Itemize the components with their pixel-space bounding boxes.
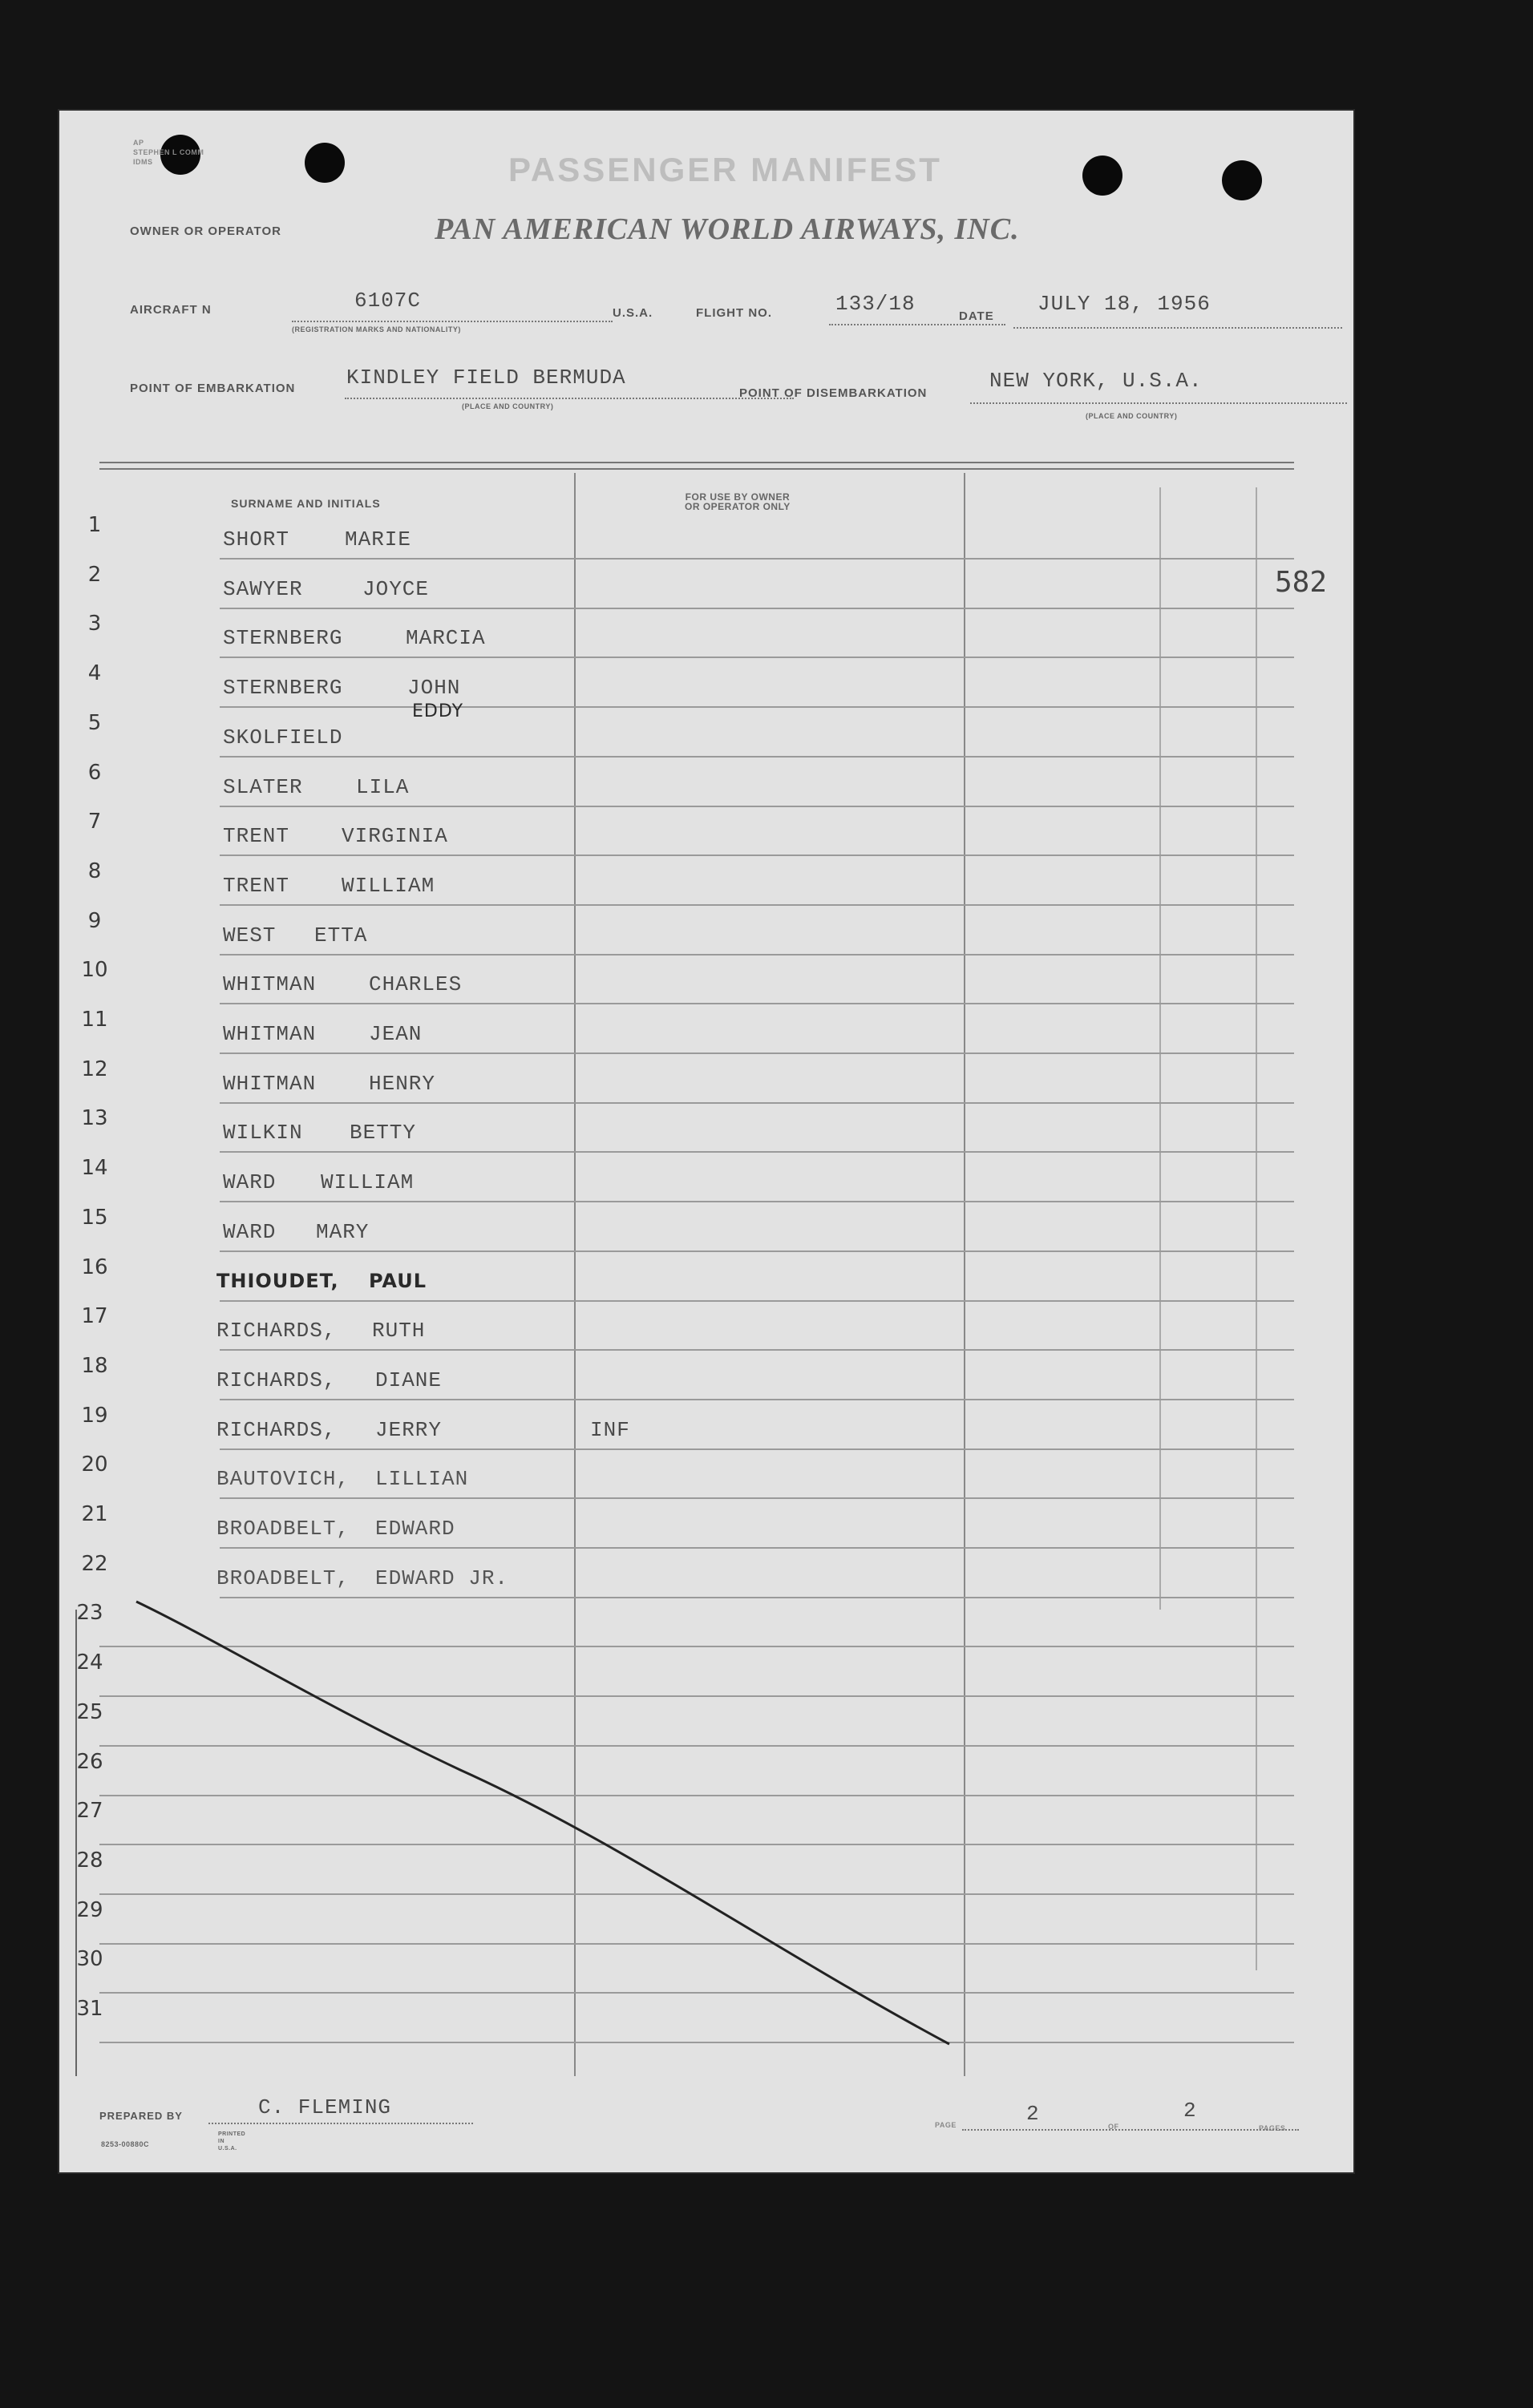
passenger-surname: SLATER bbox=[223, 775, 303, 799]
passenger-surname: BROADBELT, bbox=[216, 1517, 350, 1541]
page-underline bbox=[962, 2129, 1299, 2131]
passenger-surname: BROADBELT, bbox=[216, 1566, 350, 1590]
passenger-remark: INF bbox=[590, 1418, 630, 1442]
passenger-given-name: WILLIAM bbox=[342, 874, 435, 898]
passenger-surname: STERNBERG bbox=[223, 676, 343, 700]
pages-label: PAGES bbox=[1259, 2124, 1286, 2132]
airline-name: PAN AMERICAN WORLD AIRWAYS, INC. bbox=[435, 212, 1020, 246]
passenger-surname: BAUTOVICH, bbox=[216, 1467, 350, 1491]
sheet-number: 582 bbox=[1275, 566, 1328, 599]
passenger-surname: WEST bbox=[223, 923, 277, 947]
row-number: 2 bbox=[87, 563, 102, 587]
passenger-surname: SKOLFIELD bbox=[223, 725, 343, 749]
row-number: 14 bbox=[81, 1156, 108, 1180]
passenger-given-name: EDWARD bbox=[375, 1517, 455, 1541]
owner-label: OWNER OR OPERATOR bbox=[130, 224, 281, 238]
page-label: PAGE bbox=[935, 2121, 957, 2129]
cancellation-line bbox=[59, 111, 1353, 2172]
passenger-surname: WHITMAN bbox=[223, 1072, 317, 1096]
disembarkation-value: NEW YORK, U.S.A. bbox=[989, 369, 1203, 393]
of-label: OF bbox=[1108, 2123, 1119, 2131]
passenger-given-name: MARY bbox=[316, 1220, 370, 1244]
column-header-owner-line: FOR USE BY OWNER bbox=[685, 491, 791, 503]
passenger-surname: TRENT bbox=[223, 874, 290, 898]
row-number: 15 bbox=[81, 1206, 108, 1230]
passenger-surname: WARD bbox=[223, 1170, 277, 1194]
row-number: 10 bbox=[81, 958, 108, 982]
passenger-given-name: RUTH bbox=[372, 1319, 426, 1343]
passenger-surname: STERNBERG bbox=[223, 626, 343, 650]
usa-label: U.S.A. bbox=[613, 306, 653, 320]
passenger-given-name: VIRGINIA bbox=[342, 824, 448, 848]
embarkation-caption: (PLACE AND COUNTRY) bbox=[462, 402, 554, 410]
passenger-surname: THIOUDET, bbox=[216, 1270, 339, 1292]
row-number: 24 bbox=[76, 1650, 103, 1675]
passenger-surname: WHITMAN bbox=[223, 972, 317, 996]
row-number: 19 bbox=[81, 1404, 108, 1428]
form-code-line: STEPHEN L COMM bbox=[133, 148, 204, 156]
row-number: 30 bbox=[76, 1947, 103, 1971]
row-number: 22 bbox=[81, 1552, 108, 1576]
aircraft-label: AIRCRAFT N bbox=[130, 303, 212, 317]
form-code-line: IDMS bbox=[133, 158, 153, 166]
row-number: 8 bbox=[87, 859, 102, 883]
row-number: 21 bbox=[81, 1502, 108, 1526]
row-number: 16 bbox=[81, 1255, 108, 1279]
passenger-surname: SHORT bbox=[223, 527, 290, 551]
cancellation-stroke bbox=[136, 1602, 949, 2044]
row-number: 7 bbox=[87, 810, 102, 834]
passenger-given-name: JEAN bbox=[369, 1022, 423, 1046]
row-number: 1 bbox=[87, 513, 102, 537]
column-header-owner-line: OR OPERATOR ONLY bbox=[685, 501, 791, 512]
footer-code: 8253-00880C bbox=[101, 2140, 150, 2148]
page-total: 2 bbox=[1183, 2099, 1197, 2123]
passenger-surname: TRENT bbox=[223, 824, 290, 848]
row-number: 4 bbox=[87, 661, 102, 685]
disembarkation-label: POINT OF DISEMBARKATION bbox=[739, 386, 928, 400]
passenger-given-name: MARIE bbox=[345, 527, 412, 551]
prepared-by: C. FLEMING bbox=[258, 2095, 392, 2119]
passenger-surname: RICHARDS, bbox=[216, 1418, 337, 1442]
form-code-line: AP bbox=[133, 139, 144, 147]
passenger-given-name: EDWARD JR. bbox=[375, 1566, 509, 1590]
flight-value: 133/18 bbox=[835, 292, 916, 316]
passenger-given-name: JOYCE bbox=[362, 577, 430, 601]
passenger-given-name: MARCIA bbox=[406, 626, 486, 650]
row-number: 31 bbox=[76, 1997, 103, 2021]
printed-note: PRINTED IN U.S.A. bbox=[218, 2131, 246, 2151]
row-number: 18 bbox=[81, 1354, 108, 1378]
passenger-given-name: LILA bbox=[356, 775, 410, 799]
passenger-surname: WHITMAN bbox=[223, 1022, 317, 1046]
passenger-given-name: BETTY bbox=[350, 1121, 417, 1145]
passenger-given-name: EDDY bbox=[412, 701, 464, 721]
date-label: DATE bbox=[959, 309, 994, 323]
aircraft-value: 6107C bbox=[354, 289, 422, 313]
passenger-given-name: HENRY bbox=[369, 1072, 436, 1096]
manifest-page bbox=[59, 111, 1353, 2172]
row-number: 25 bbox=[76, 1700, 103, 1724]
passenger-given-name: LILLIAN bbox=[375, 1467, 469, 1491]
page-number: 2 bbox=[1026, 2102, 1040, 2126]
row-number: 20 bbox=[81, 1452, 108, 1477]
row-number: 26 bbox=[76, 1750, 103, 1774]
row-number: 12 bbox=[81, 1057, 108, 1081]
row-number: 5 bbox=[87, 711, 102, 735]
embarkation-label: POINT OF EMBARKATION bbox=[130, 382, 296, 395]
passenger-given-name: CHARLES bbox=[369, 972, 463, 996]
row-number: 28 bbox=[76, 1848, 103, 1873]
row-number: 9 bbox=[87, 909, 102, 933]
embarkation-value: KINDLEY FIELD BERMUDA bbox=[346, 366, 626, 390]
passenger-given-name: ETTA bbox=[314, 923, 368, 947]
row-number: 17 bbox=[81, 1304, 108, 1328]
passenger-given-name: DIANE bbox=[375, 1368, 443, 1392]
passenger-surname: WILKIN bbox=[223, 1121, 303, 1145]
row-number: 23 bbox=[76, 1601, 103, 1625]
disembarkation-caption: (PLACE AND COUNTRY) bbox=[1086, 412, 1178, 420]
registration-caption: (REGISTRATION MARKS AND NATIONALITY) bbox=[292, 325, 461, 333]
date-value: JULY 18, 1956 bbox=[1038, 292, 1211, 316]
row-number: 6 bbox=[87, 761, 102, 785]
page-title: PASSENGER MANIFEST bbox=[508, 151, 942, 188]
passenger-given-name: JOHN bbox=[407, 676, 461, 700]
passenger-surname: RICHARDS, bbox=[216, 1319, 337, 1343]
prepared-label: PREPARED BY bbox=[99, 2110, 183, 2122]
row-number: 27 bbox=[76, 1799, 103, 1823]
column-header-surname: SURNAME AND INITIALS bbox=[231, 497, 381, 510]
row-number: 13 bbox=[81, 1106, 108, 1130]
flight-label: FLIGHT NO. bbox=[696, 306, 772, 320]
prepared-underline bbox=[208, 2123, 473, 2124]
passenger-surname: SAWYER bbox=[223, 577, 303, 601]
row-number: 11 bbox=[81, 1008, 108, 1032]
passenger-surname: RICHARDS, bbox=[216, 1368, 337, 1392]
passenger-given-name: PAUL bbox=[369, 1270, 427, 1292]
row-number: 3 bbox=[87, 612, 102, 636]
passenger-given-name: WILLIAM bbox=[321, 1170, 415, 1194]
passenger-surname: WARD bbox=[223, 1220, 277, 1244]
row-number: 29 bbox=[76, 1898, 103, 1922]
passenger-given-name: JERRY bbox=[375, 1418, 443, 1442]
